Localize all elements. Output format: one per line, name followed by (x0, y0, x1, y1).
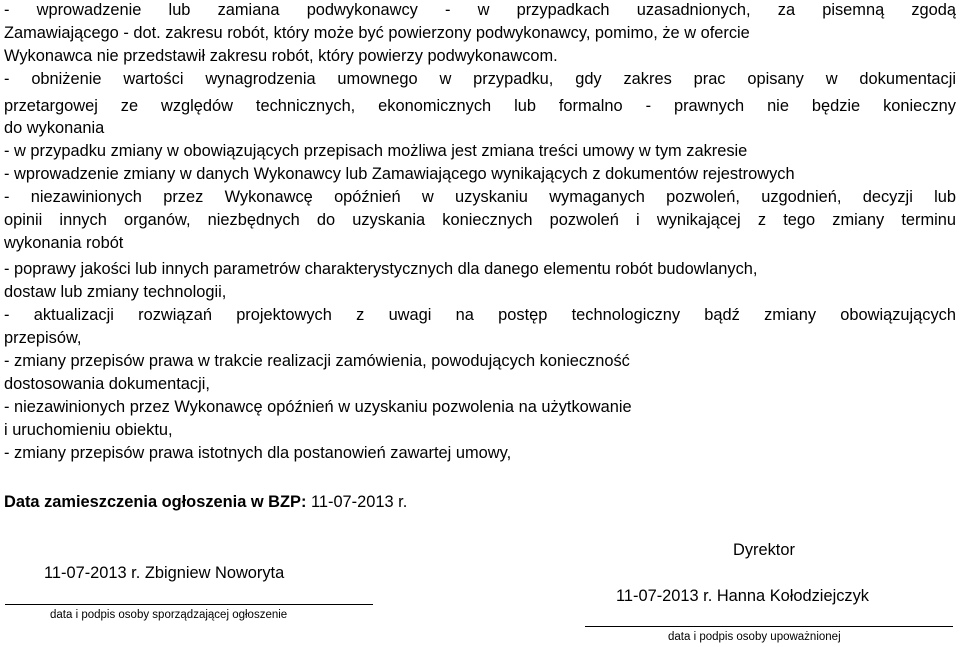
body-line-12: - poprawy jakości lub innych parametrów charakterystycznych dla danego elementu robót budowlanych, (4, 260, 758, 278)
body-line-8: - wprowadzenie zmiany w danych Wykonawcy lub Zamawiającego wynikających z dokumentów rejestrowych (4, 165, 795, 183)
body-line-14: - aktualizacji rozwiązań projektowych z uwagi na postęp technologiczny bądź zmiany obowiązujących (4, 306, 956, 324)
publication-date-value: 11-07-2013 r. (310, 493, 408, 511)
signature-right-line (585, 626, 953, 627)
body-line-19: i uruchomieniu obiektu, (4, 421, 173, 439)
body-line-13: dostaw lub zmiany technologii, (4, 283, 227, 301)
body-line-18: - niezawinionych przez Wykonawcę opóźnień w uzyskaniu pozwolenia na użytkowanie (4, 398, 632, 416)
signature-left-caption: data i podpis osoby sporządzającej ogłoszenie (50, 609, 288, 621)
body-line-2: Zamawiającego - dot. zakresu robót, który może być powierzony podwykonawcy, pomimo, że w ofercie (4, 24, 750, 42)
signature-right-date-name: 11-07-2013 r. Hanna Kołodziejczyk (616, 587, 869, 605)
body-line-7: - w przypadku zmiany w obowiązujących przepisach możliwa jest zmiana treści umowy w tym zakresie (4, 142, 748, 160)
body-line-9: - niezawinionych przez Wykonawcę opóźnień w uzyskaniu wymaganych pozwoleń, uzgodnień, decyzji lub (4, 188, 956, 206)
body-line-16: - zmiany przepisów prawa w trakcie realizacji zamówienia, powodujących konieczność (4, 352, 630, 370)
signature-right-caption: data i podpis osoby upoważnionej (668, 631, 841, 643)
body-line-5: przetargowej ze względów technicznych, ekonomicznych lub formalno - prawnych nie będzie konieczny (4, 97, 956, 115)
body-line-17: dostosowania dokumentacji, (4, 375, 210, 393)
body-line-11: wykonania robót (4, 234, 124, 252)
publication-date-label: Data zamieszczenia ogłoszenia w BZP: (4, 493, 307, 511)
signature-left-line (5, 604, 373, 605)
body-line-15: przepisów, (4, 329, 82, 347)
body-line-20: - zmiany przepisów prawa istotnych dla postanowień zawartej umowy, (4, 444, 512, 462)
body-line-6: do wykonania (4, 119, 105, 137)
body-line-4: - obniżenie wartości wynagrodzenia umownego w przypadku, gdy zakres prac opisany w dokumentacji (4, 70, 956, 88)
signature-right-title: Dyrektor (733, 541, 795, 559)
body-line-10: opinii innych organów, niezbędnych do uzyskania koniecznych pozwoleń i wynikającej z tego zmiany terminu (4, 211, 956, 229)
publication-date (4, 492, 407, 512)
signature-left-date-name: 11-07-2013 r. Zbigniew Noworyta (44, 564, 285, 582)
body-line-3: Wykonawca nie przedstawił zakresu robót, który powierzy podwykonawcom. (4, 47, 558, 65)
body-line-1: - wprowadzenie lub zamiana podwykonawcy - w przypadkach uzasadnionych, za pisemną zgodą (4, 1, 956, 19)
